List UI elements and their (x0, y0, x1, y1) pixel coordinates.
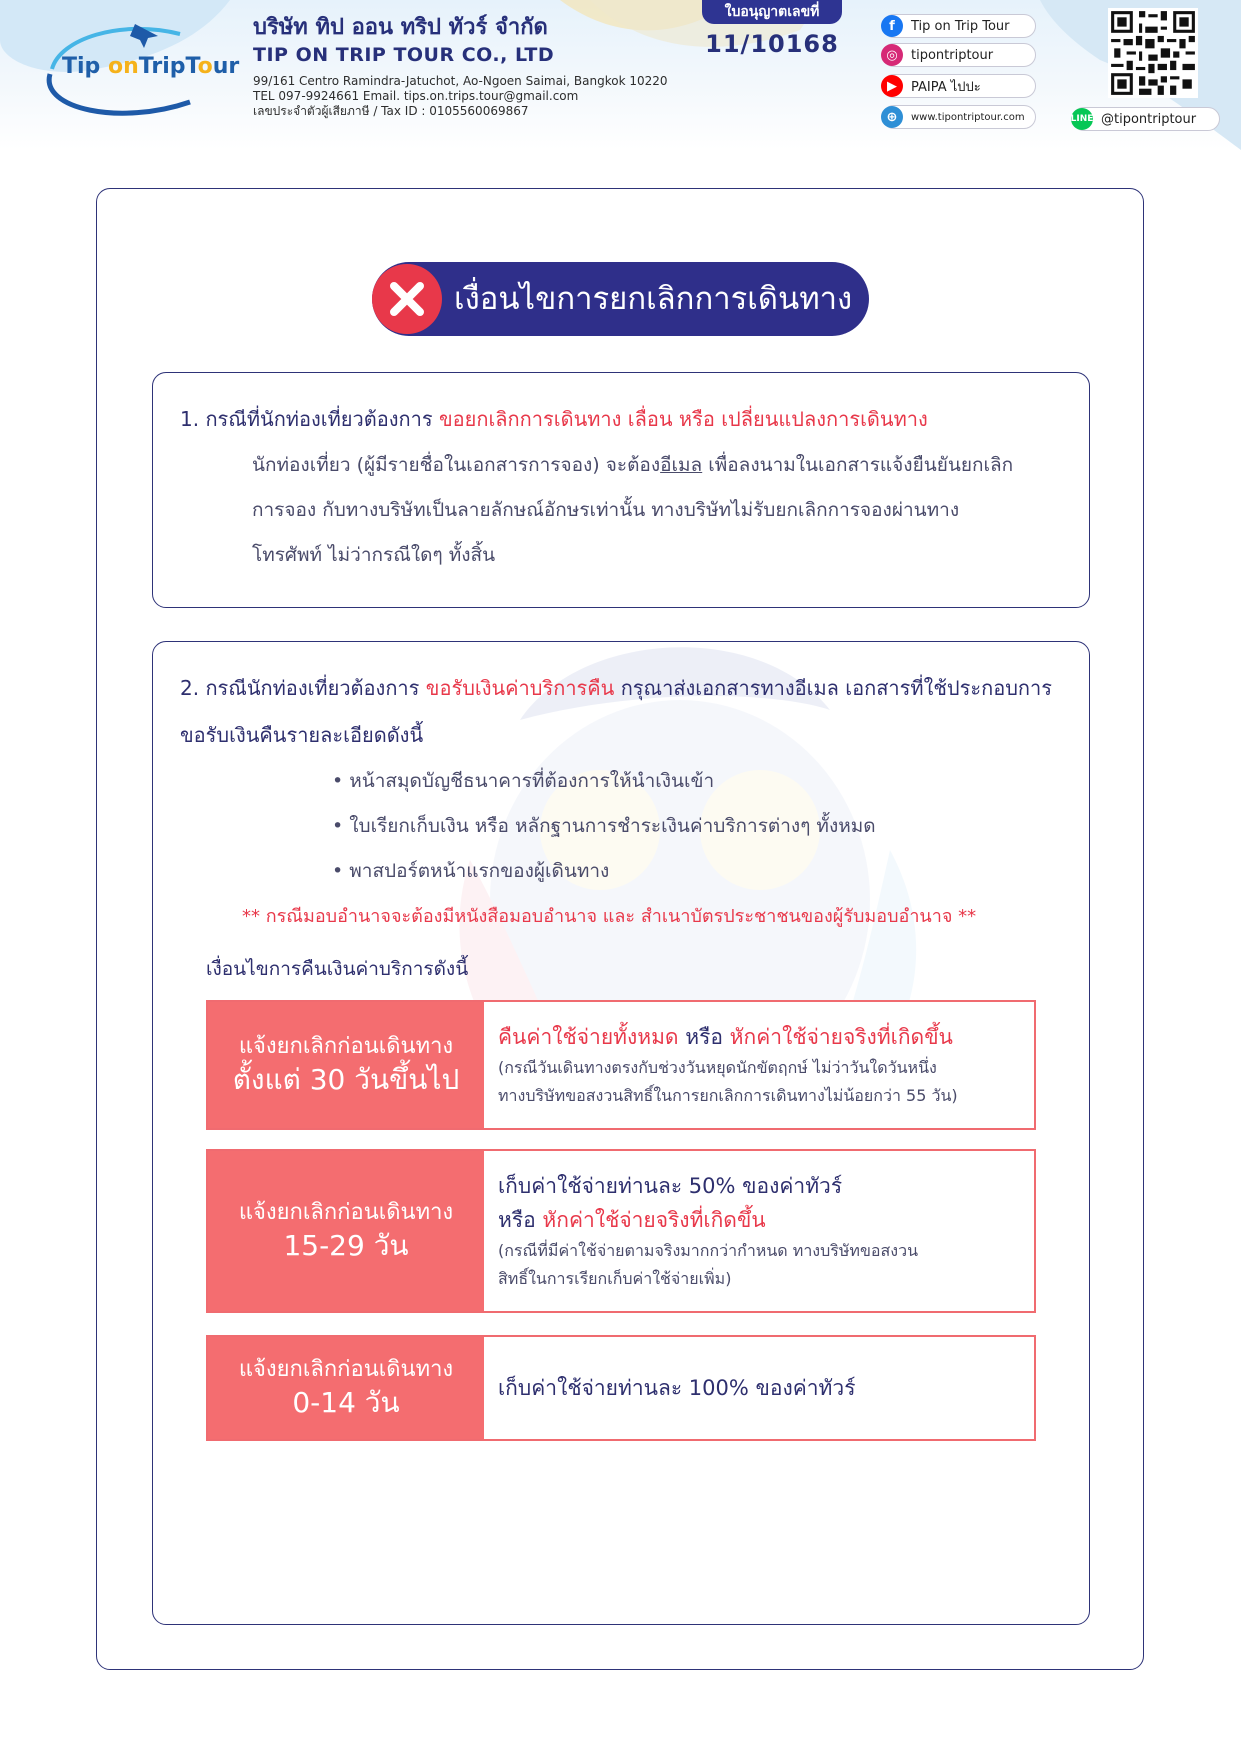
section-1-heading: 1. กรณีที่นักท่องเที่ยวต้องการ ขอยกเลิกการเดินทาง เลื่อน หรือ เปลี่ยนแปลงการเดินทาง (180, 407, 928, 431)
refund-conditions-heading: เงื่อนไขการคืนเงินค่าบริการดังนี้ (206, 958, 469, 980)
company-name-english: TIP ON TRIP TOUR CO., LTD (253, 44, 555, 66)
cancel-x-icon (372, 264, 442, 334)
power-of-attorney-note: ** กรณีมอบอำนาจจะต้องมีหนังสือมอบอำนาจ และ สำเนาบัตรประชาชนของผู้รับมอบอำนาจ ** (242, 906, 977, 927)
company-address: 99/161 Centro Ramindra-Jatuchot, Ao-Ngoen Saimai, Bangkok 10220 (253, 74, 668, 88)
company-info (253, 14, 713, 119)
line-icon: LINE (1071, 108, 1093, 130)
refund-row-0-14-days (206, 1335, 1036, 1441)
instagram-icon: ◎ (881, 44, 903, 66)
logo-wordmark: Tip onTripTour (62, 54, 240, 79)
letterhead (0, 0, 1241, 150)
company-tax-id: เลขประจำตัวผู้เสียภาษี / Tax ID : 0105560069867 (253, 104, 529, 118)
globe-icon: ⊕ (881, 106, 903, 128)
refund-row-policy: เก็บค่าใช้จ่ายท่านละ 100% ของค่าทัวร์ (498, 1376, 856, 1400)
license-label: ใบอนุญาตเลขที่ (702, 0, 842, 24)
section-1-line-3: โทรศัพท์ ไม่ว่ากรณีใดๆ ทั้งสิ้น (252, 544, 496, 566)
facebook-icon: f (881, 15, 903, 37)
bullet-passport: • พาสปอร์ตหน้าแรกของผู้เดินทาง (332, 860, 610, 882)
company-logo (40, 14, 240, 124)
bullet-bank-book: • หน้าสมุดบัญชีธนาคารที่ต้องการให้นำเงินเข้า (332, 770, 715, 792)
website-link[interactable]: ⊕ www.tipontriptour.com (882, 105, 1036, 129)
refund-row-policy: คืนค่าใช้จ่ายทั้งหมด หรือ หักค่าใช้จ่ายจริงที่เกิดขึ้น (กรณีวันเดินทางตรงกับช่วงวันหยุดนักขัตฤกษ์ ไม่ว่าวันใดวันหนึ่ง ทางบริษัทขอสงวนสิทธิ์ในการยกเลิกการเดินทางไม่น้อยกว่า 55 วัน) (498, 1025, 958, 1105)
qr-code[interactable] (1108, 8, 1198, 98)
refund-row-policy: เก็บค่าใช้จ่ายท่านละ 50% ของค่าทัวร์ หรือ หักค่าใช้จ่ายจริงที่เกิดขึ้น (กรณีที่มีค่าใช้จ่ายตามจริงมากกว่ากำหนด ทางบริษัทขอสงวน สิทธิ์ในการเรียกเก็บค่าใช้จ่ายเพิ่ม) (498, 1174, 918, 1288)
refund-row-15-29-days (206, 1149, 1036, 1313)
page-title: เงื่อนไขการยกเลิกการเดินทาง (454, 281, 853, 317)
license-number: 11/10168 (705, 30, 839, 58)
company-name-thai: บริษัท ทิป ออน ทริป ทัวร์ จำกัด (253, 15, 548, 40)
youtube-link[interactable]: ▶ PAIPA ไปปะ (882, 74, 1036, 98)
refund-row-period: แจ้งยกเลิกก่อนเดินทาง ตั้งแต่ 30 วันขึ้นไป (208, 1002, 484, 1128)
youtube-icon: ▶ (881, 75, 903, 97)
refund-row-period: แจ้งยกเลิกก่อนเดินทาง 0-14 วัน (208, 1337, 484, 1439)
bullet-invoice: • ใบเรียกเก็บเงิน หรือ หลักฐานการชำระเงินค่าบริการต่างๆ ทั้งหมด (332, 815, 876, 837)
instagram-link[interactable]: ◎ tipontriptour (882, 43, 1036, 67)
section-1-line-1: นักท่องเที่ยว (ผู้มีรายชื่อในเอกสารการจอง) จะต้องอีเมล เพื่อลงนามในเอกสารแจ้งยืนยันยกเลิก (252, 454, 1014, 476)
line-link[interactable]: LINE @tipontriptour (1072, 107, 1220, 131)
refund-row-30-days (206, 1000, 1036, 1130)
section-2-heading-line-2: ขอรับเงินคืนรายละเอียดดังนี้ (180, 723, 424, 747)
section-1-line-2: การจอง กับทางบริษัทเป็นลายลักษณ์อักษรเท่านั้น ทางบริษัทไม่รับยกเลิกการจองผ่านทาง (252, 499, 960, 521)
company-contact: TEL 097-9924661 Email. tips.on.trips.tour@gmail.com (253, 89, 579, 103)
facebook-link[interactable]: f Tip on Trip Tour (882, 14, 1036, 38)
refund-row-period: แจ้งยกเลิกก่อนเดินทาง 15-29 วัน (208, 1151, 484, 1311)
section-2-heading: 2. กรณีนักท่องเที่ยวต้องการ ขอรับเงินค่าบริการคืน กรุณาส่งเอกสารทางอีเมล เอกสารที่ใช้ประกอบการ (180, 676, 1053, 700)
